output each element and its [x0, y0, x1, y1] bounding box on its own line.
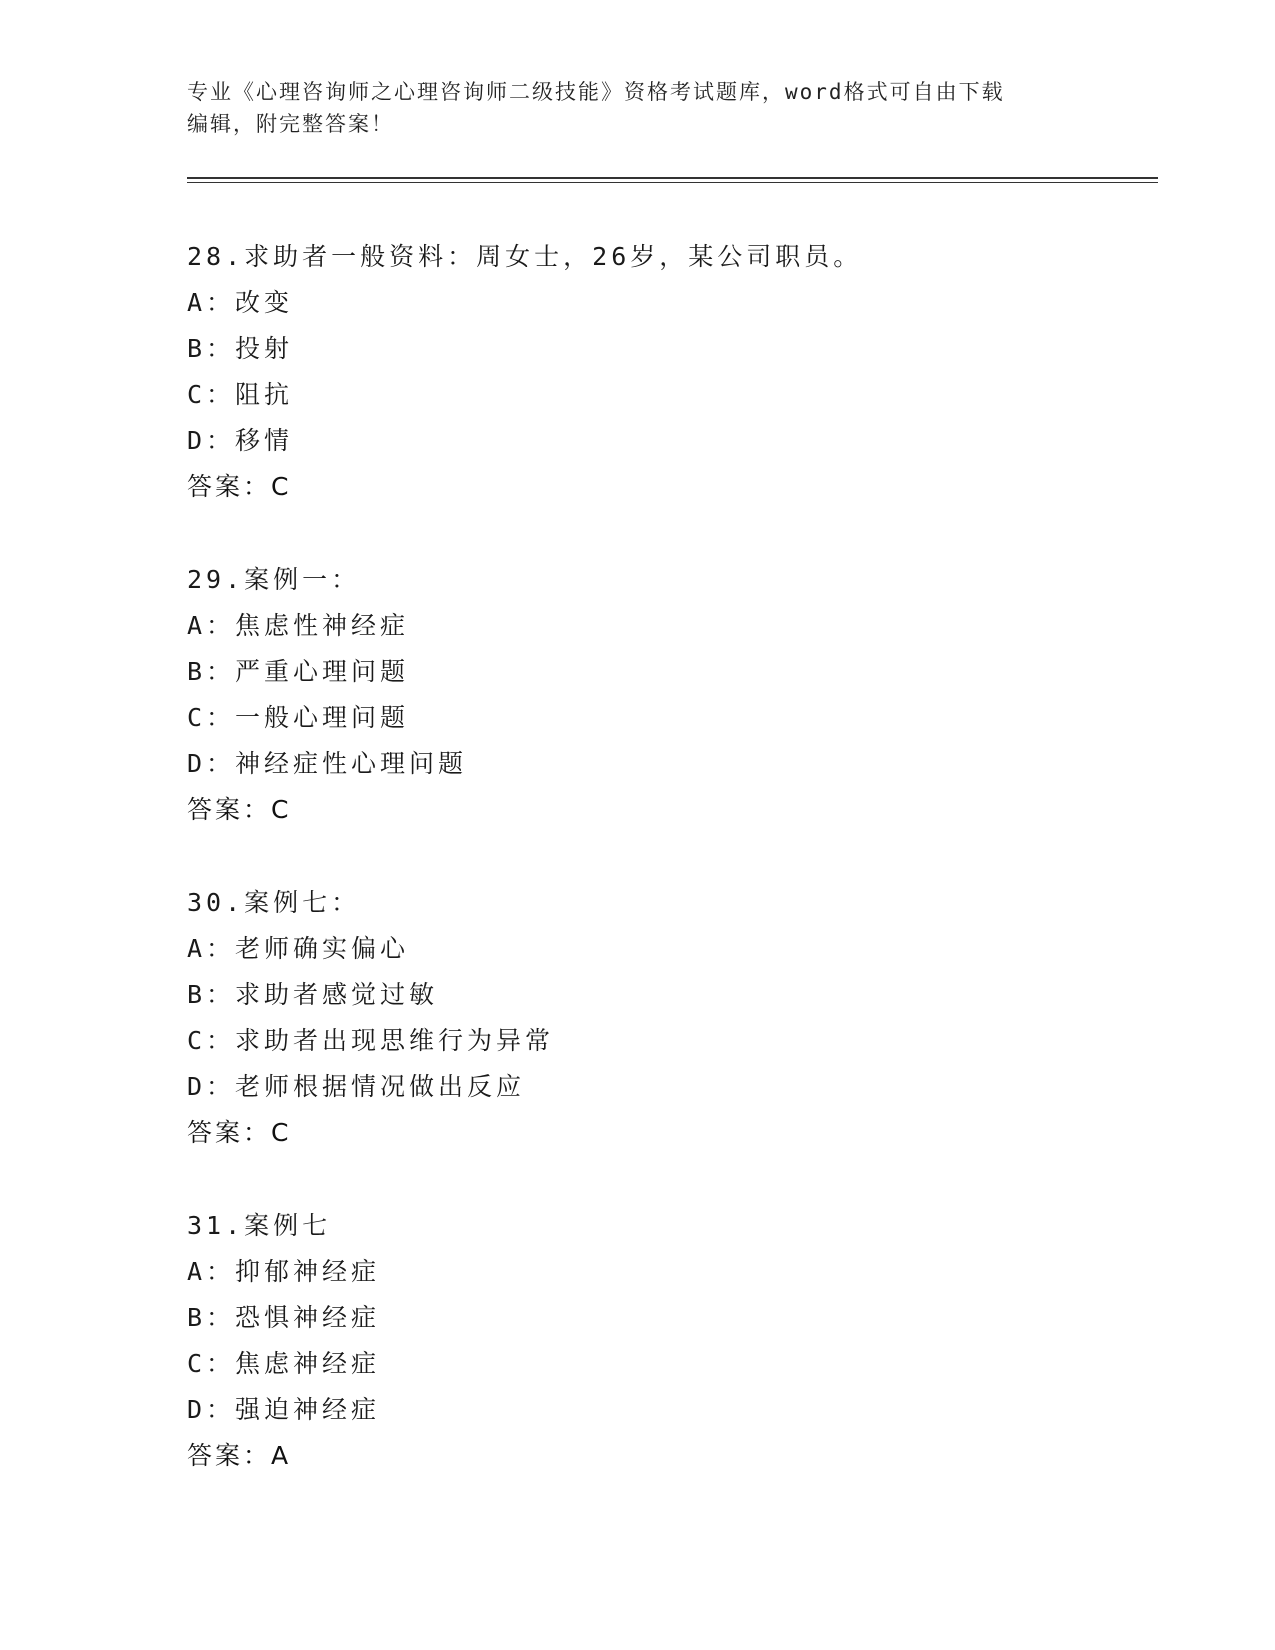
question-30 — [187, 880, 1157, 1156]
option-d: D：移情 — [187, 426, 294, 455]
question-title: 31.案例七 — [187, 1211, 332, 1240]
option-c: C：一般心理问题 — [187, 703, 410, 732]
answer-line: 答案：C — [187, 472, 292, 501]
option-d: D：神经症性心理问题 — [187, 749, 468, 778]
option-b: B：恐惧神经症 — [187, 1303, 381, 1332]
option-c: C：阻抗 — [187, 380, 294, 409]
option-b: B：求助者感觉过敏 — [187, 980, 439, 1009]
question-title: 30.案例七： — [187, 888, 361, 917]
question-29 — [187, 557, 1157, 833]
option-b: B：投射 — [187, 334, 294, 363]
option-a: A：老师确实偏心 — [187, 934, 410, 963]
option-b: B：严重心理问题 — [187, 657, 410, 686]
question-31 — [187, 1203, 1157, 1479]
header-line-2: 编辑，附完整答案！ — [187, 112, 394, 136]
document-header — [187, 76, 1087, 140]
question-title: 28.求助者一般资料：周女士，26岁，某公司职员。 — [187, 242, 863, 271]
answer-line: 答案：C — [187, 795, 292, 824]
header-divider-thick — [187, 177, 1158, 179]
option-d: D：强迫神经症 — [187, 1395, 381, 1424]
question-28 — [187, 234, 1157, 510]
question-title: 29.案例一： — [187, 565, 361, 594]
option-c: C：求助者出现思维行为异常 — [187, 1026, 555, 1055]
question-list — [187, 234, 1157, 1526]
option-a: A：焦虑性神经症 — [187, 611, 410, 640]
header-divider-thin — [187, 182, 1158, 183]
answer-line: 答案：C — [187, 1118, 292, 1147]
option-d: D：老师根据情况做出反应 — [187, 1072, 526, 1101]
option-a: A：抑郁神经症 — [187, 1257, 381, 1286]
option-a: A：改变 — [187, 288, 294, 317]
answer-line: 答案：A — [187, 1441, 292, 1470]
option-c: C：焦虑神经症 — [187, 1349, 381, 1378]
header-line-1: 专业《心理咨询师之心理咨询师二级技能》资格考试题库，word格式可自由下载 — [187, 80, 1005, 104]
